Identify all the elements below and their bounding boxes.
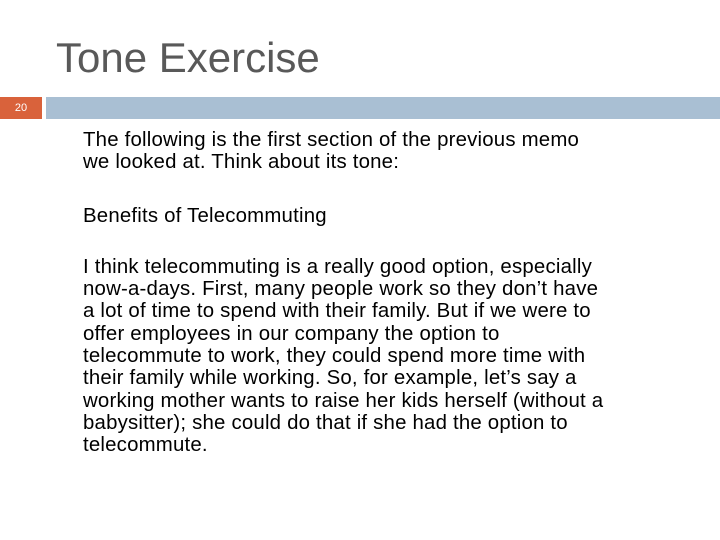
body-line: a lot of time to spend with their family. But if we were to (83, 300, 591, 323)
slide-title: Tone Exercise (56, 34, 320, 81)
memo-body-paragraph (83, 256, 703, 457)
body-line: now-a-days. First, many people work so they don’t have (83, 278, 599, 301)
body-line: telecommute to work, they could spend more time with (83, 345, 586, 368)
body-line: babysitter); she could do that if she had the option to (83, 411, 568, 434)
subheading-text: Benefits of Telecommuting (83, 204, 327, 227)
body-line: working mother wants to raise her kids herself (without a (83, 389, 604, 412)
body-line: I think telecommuting is a really good option, especially (83, 255, 592, 278)
memo-subheading (83, 205, 703, 227)
slide-number-badge: 20 (0, 97, 42, 119)
body-line: offer employees in our company the option to (83, 322, 500, 345)
intro-line: The following is the first section of the previous memo (83, 129, 580, 151)
body-line: their family while working. So, for example, let’s say a (83, 367, 577, 390)
slide-content (83, 129, 703, 457)
intro-line: we looked at. Think about its tone: (83, 151, 400, 174)
header-divider-bar (46, 97, 720, 119)
body-line: telecommute. (83, 434, 208, 457)
intro-paragraph (83, 129, 703, 174)
